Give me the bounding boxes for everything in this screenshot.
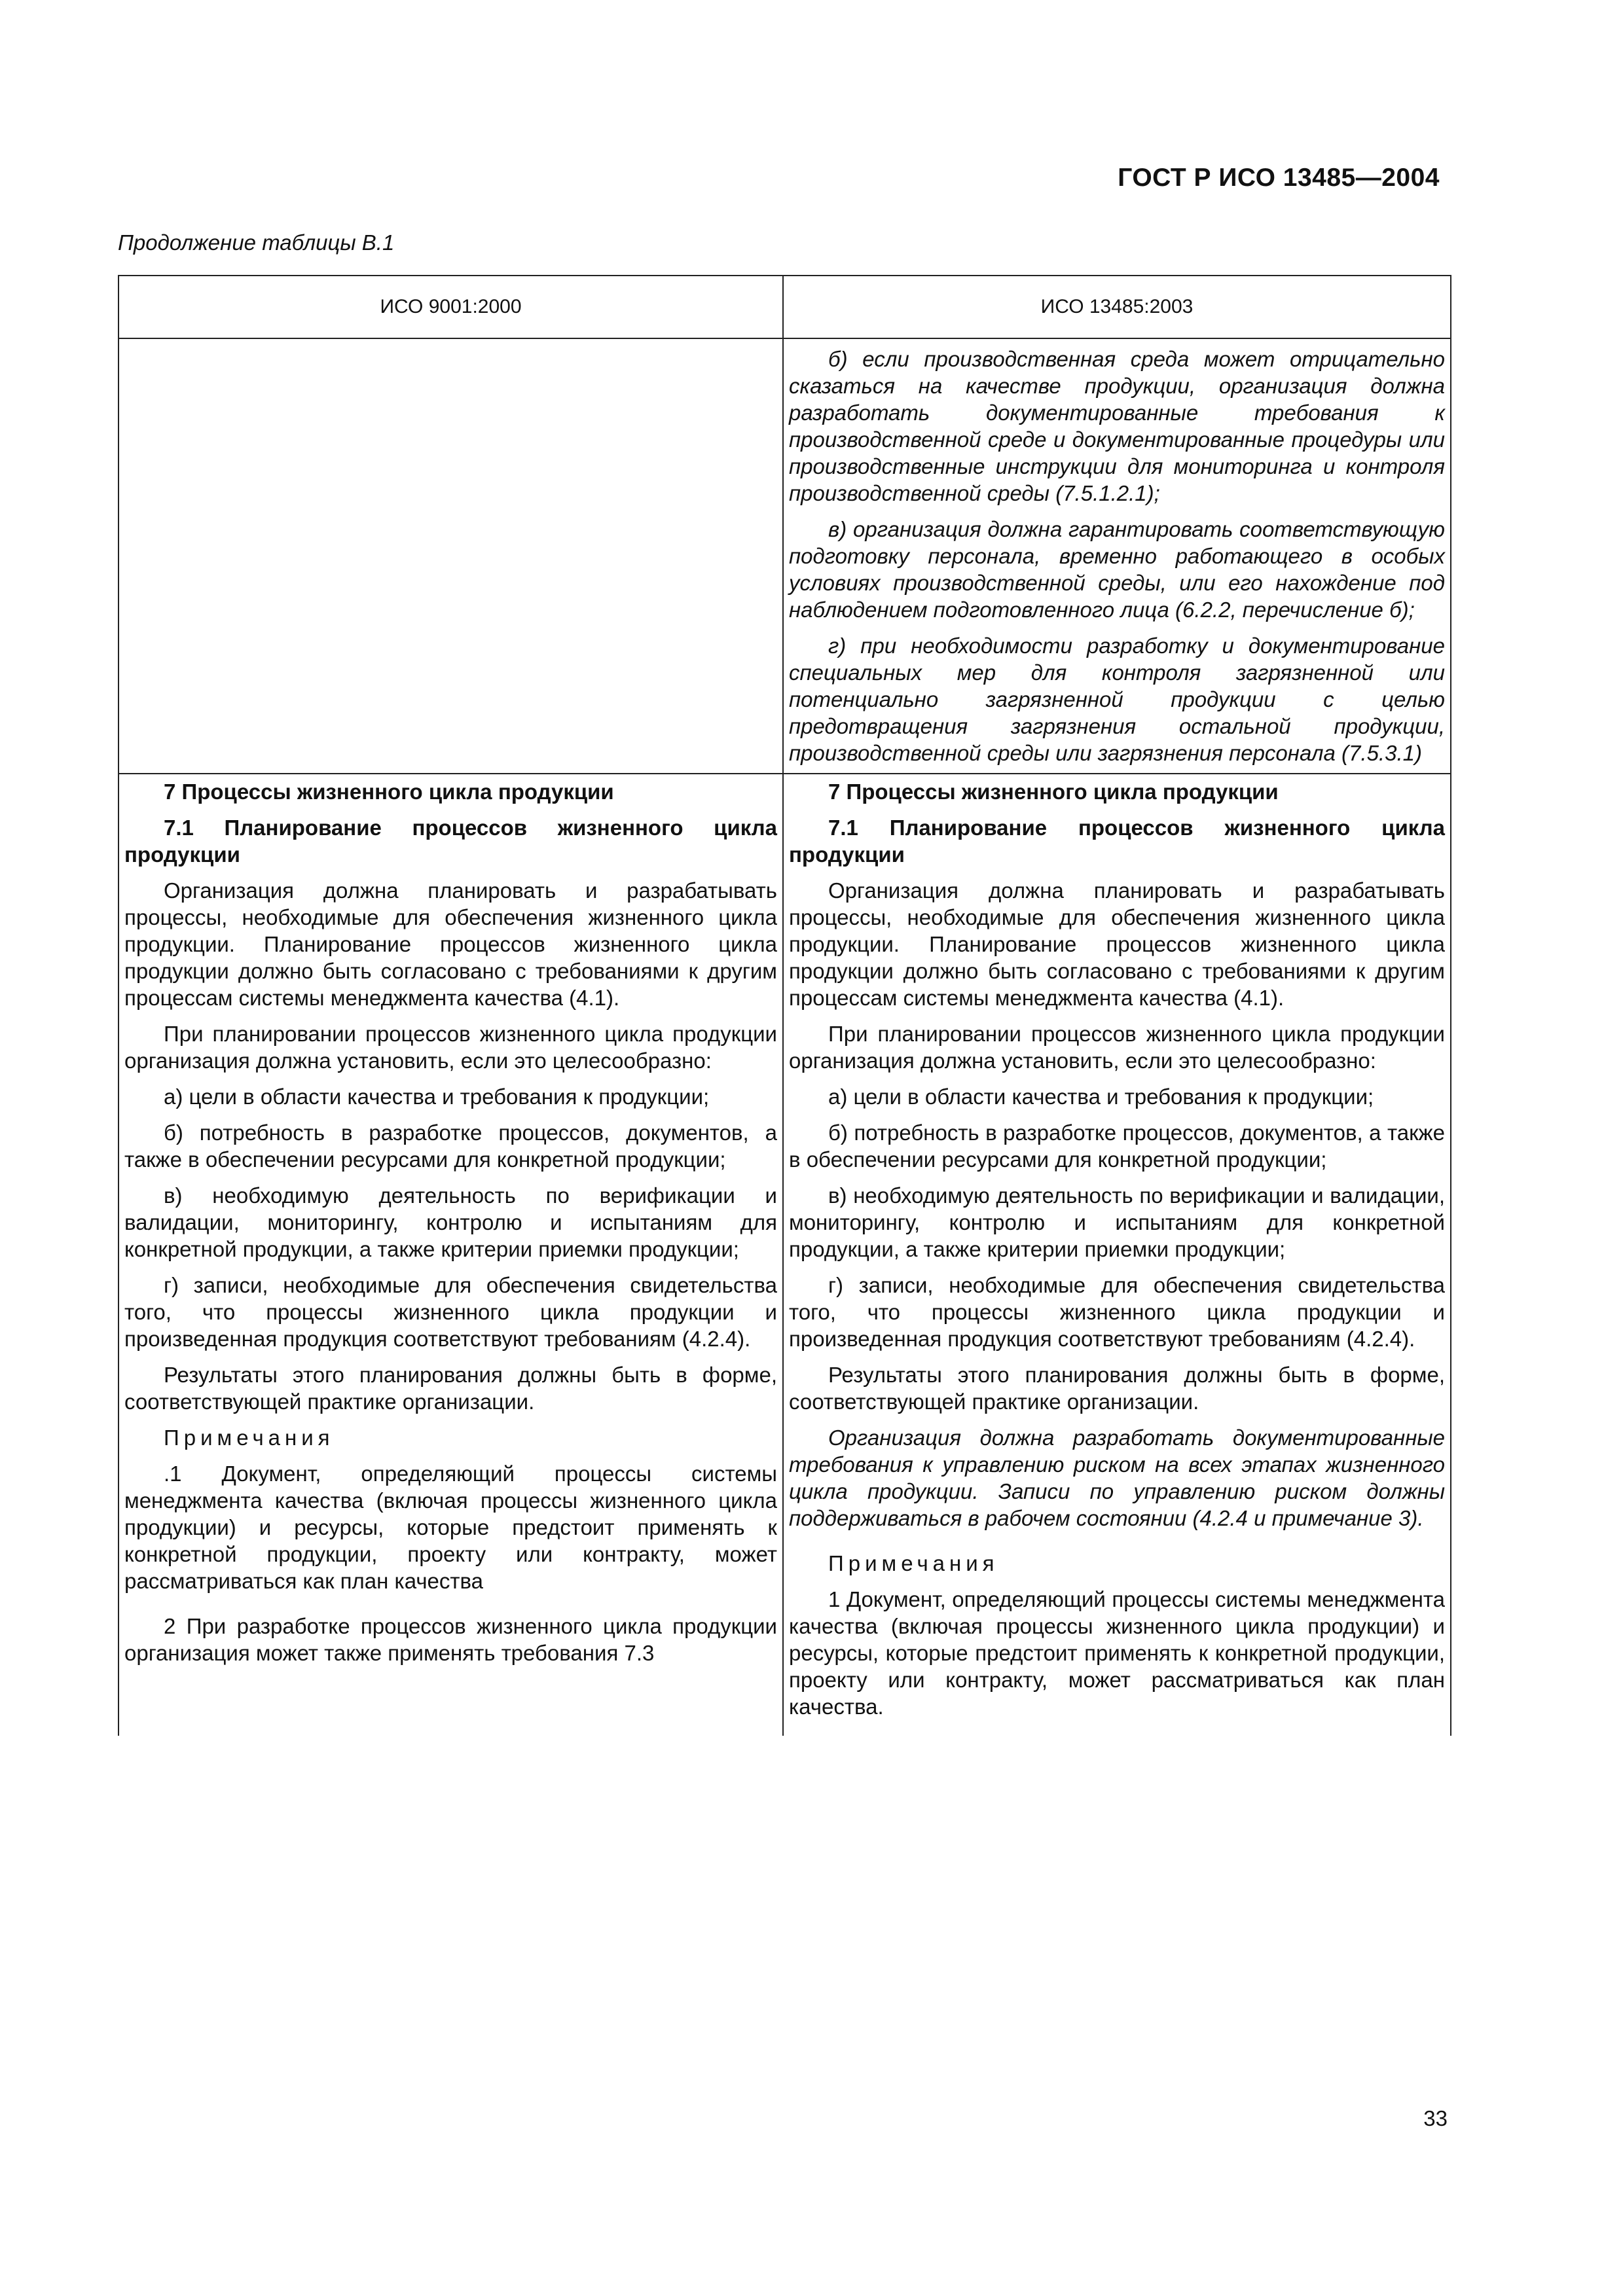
- table-row: [119, 338, 1451, 774]
- note-2: 2 При разработке процессов жизненного цикла продукции организация может также применять требования 7.3: [124, 1614, 777, 1665]
- section-title: 7 Процессы жизненного цикла продукции: [164, 780, 614, 804]
- paragraph: Результаты этого планирования должны быть в форме, соответствующей практике организации.: [124, 1363, 777, 1414]
- list-item-b: б) потребность в разработке процессов, документов, а также в обеспечении ресурсами для конкретной продукции;: [124, 1121, 777, 1172]
- right-cell-continued: [783, 338, 1451, 774]
- note-1: .1 Документ, определяющий процессы системы менеджмента качества (включая процессы жизненного цикла продукции) и ресурсы, которые предстоит применять к конкретной продукции, проекту или контракту, может рассматриваться как план качества: [124, 1462, 777, 1593]
- paragraph: Организация должна планировать и разрабатывать процессы, необходимые для обеспечения жизненного цикла продукции. Планирование процессов жизненного цикла продукции должно быть согласовано с требованиями к другим процессам системы менеджмента качества (4.1).: [789, 878, 1445, 1010]
- risk-management-addition: Организация должна разработать документированные требования к управлению риском на всех этапах жизненного цикла продукции. Записи по управлению риском должны поддерживаться в рабочем состоянии (4.2.4 и примечание 3).: [789, 1426, 1445, 1530]
- notes-heading: Примечания: [828, 1551, 999, 1575]
- table-row: [119, 774, 1451, 1736]
- comparison-table: [118, 275, 1451, 1736]
- list-item-a: а) цели в области качества и требования к продукции;: [828, 1085, 1374, 1109]
- list-item-v: в) необходимую деятельность по верификации и валидации, мониторингу, контролю и испытаниям для конкретной продукции, а также критерии приемки продукции;: [789, 1183, 1445, 1261]
- subsection-title: 7.1 Планирование процессов жизненного цикла продукции: [789, 816, 1445, 867]
- paragraph: Результаты этого планирования должны быть в форме, соответствующей практике организации.: [789, 1363, 1445, 1414]
- list-item-v: в) необходимую деятельность по верификации и валидации, мониторингу, контролю и испытаниям для конкретной продукции, а также критерии приемки продукции;: [124, 1183, 777, 1261]
- list-item-g: г) записи, необходимые для обеспечения свидетельства того, что процессы жизненного цикла продукции и произведенная продукция соответствуют требованиям (4.2.4).: [789, 1273, 1445, 1351]
- column-header-iso13485: ИСО 13485:2003: [783, 276, 1451, 338]
- page-number: 33: [1423, 2106, 1448, 2130]
- list-item-g: г) записи, необходимые для обеспечения свидетельства того, что процессы жизненного цикла продукции и произведенная продукция соответствуют требованиям (4.2.4).: [124, 1273, 777, 1351]
- table-header-row: [119, 276, 1451, 338]
- left-cell-empty: [119, 338, 783, 774]
- subsection-title: 7.1 Планирование процессов жизненного цикла продукции: [124, 816, 777, 867]
- paragraph: При планировании процессов жизненного цикла продукции организация должна установить, если это целесообразно:: [789, 1022, 1445, 1073]
- paragraph-b: б) если производственная среда может отрицательно сказаться на качестве продукции, организация должна разработать документированные требования к производственной среде и документированные процедуры или производственные инструкции для мониторинга и контроля производственной среды (7.5.1.2.1);: [789, 347, 1445, 505]
- note-1: 1 Документ, определяющий процессы системы менеджмента качества (включая процессы жизненного цикла продукции) и ресурсы, которые предстоит применять к конкретной продукции, проекту или контракту, может рассматриваться как план качества.: [789, 1587, 1445, 1719]
- right-cell-section-7: [783, 774, 1451, 1736]
- paragraph-v: в) организация должна гарантировать соответствующую подготовку персонала, временно работающего в особых условиях производственной среды, или его нахождение под наблюдением подготовленного лица (6.2.2, перечисление б);: [789, 517, 1445, 622]
- table-continuation-caption: Продолжение таблицы В.1: [118, 230, 395, 255]
- standard-code: ГОСТ Р ИСО 13485—2004: [1118, 164, 1440, 192]
- column-header-iso9001: ИСО 9001:2000: [119, 276, 783, 338]
- list-item-a: а) цели в области качества и требования к продукции;: [164, 1085, 710, 1109]
- list-item-b: б) потребность в разработке процессов, документов, а также в обеспечении ресурсами для конкретной продукции;: [789, 1121, 1445, 1172]
- paragraph-g: г) при необходимости разработку и документирование специальных мер для контроля загрязненной или потенциально загрязненной продукции с целью предотвращения загрязнения остальной продукции, производственной среды или загрязнения персонала (7.5.3.1): [789, 634, 1445, 765]
- paragraph: При планировании процессов жизненного цикла продукции организация должна установить, если это целесообразно:: [124, 1022, 777, 1073]
- left-cell-section-7: [119, 774, 783, 1736]
- paragraph: Организация должна планировать и разрабатывать процессы, необходимые для обеспечения жизненного цикла продукции. Планирование процессов жизненного цикла продукции должно быть согласовано с требованиями к другим процессам системы менеджмента качества (4.1).: [124, 878, 777, 1010]
- notes-heading: Примечания: [164, 1426, 335, 1450]
- section-title: 7 Процессы жизненного цикла продукции: [828, 780, 1279, 804]
